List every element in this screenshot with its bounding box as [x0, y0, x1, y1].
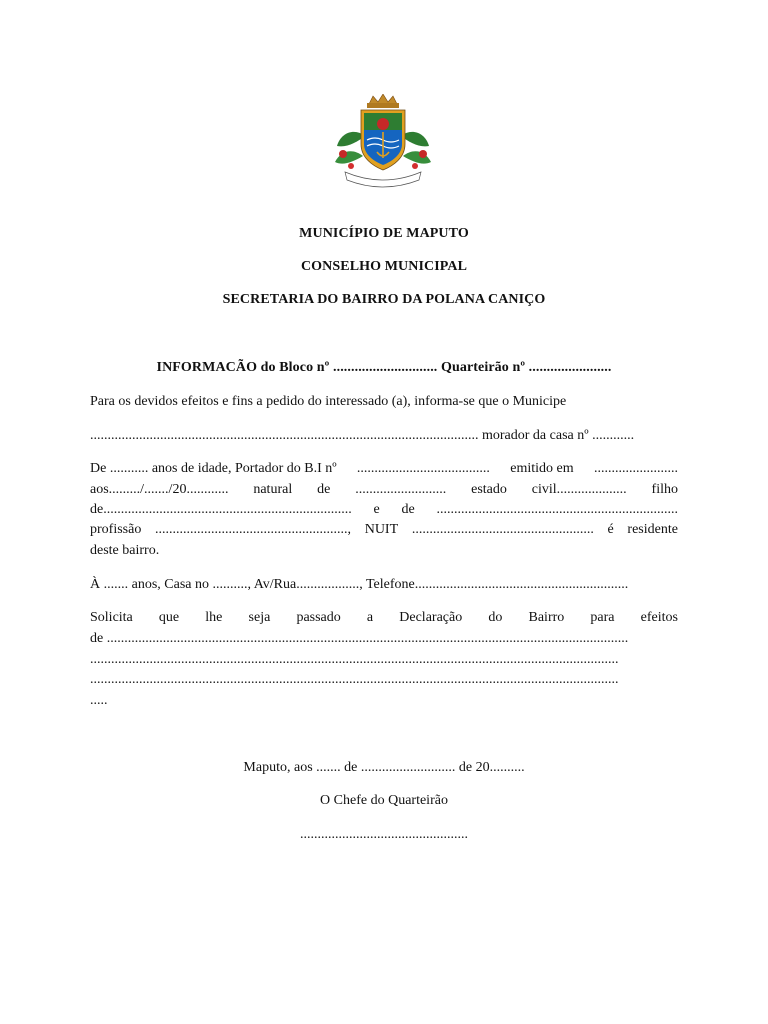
- word: Solicita: [90, 610, 133, 625]
- word: lhe: [205, 610, 223, 625]
- date-line: Maputo, aos ....... de ........................... de 20..........: [243, 760, 525, 775]
- text-segment: de: [317, 482, 331, 497]
- bi-blank: ......................................: [356, 461, 490, 476]
- text-segment: emitido em: [510, 461, 574, 476]
- heading-conselho: CONSELHO MUNICIPAL: [300, 259, 468, 274]
- intro-text: Para os devidos efeitos e fins a pedido do interessado (a), informa-se que o Municipe: [90, 394, 567, 409]
- purpose-blank-4: .....: [90, 693, 108, 708]
- row-aos: [90, 481, 678, 498]
- text-segment: de.......................................................................: [90, 502, 352, 517]
- maputo-coat-of-arms: [331, 94, 435, 190]
- row-de: [90, 460, 678, 477]
- row-filho: [90, 501, 678, 518]
- text-segment: NUIT: [364, 522, 399, 537]
- text-segment: .....................................................................: [436, 502, 678, 517]
- text-segment: ....................................................: [411, 522, 594, 537]
- word: Declaração: [399, 610, 463, 625]
- morador-label: morador da casa nº ............: [482, 428, 635, 443]
- text-segment: estado: [471, 482, 507, 497]
- text-segment: natural: [253, 482, 293, 497]
- bairro-text: deste bairro.: [90, 543, 160, 558]
- word: efeitos: [640, 610, 678, 625]
- text-segment: é: [607, 522, 614, 537]
- heading-municipio: MUNICÍPIO DE MAPUTO: [299, 226, 469, 241]
- purpose-blank: de .....................................................................................................................................................: [90, 631, 629, 646]
- purpose-blank-2: .......................................................................................................................................................: [90, 652, 619, 667]
- date-blank: ........................: [594, 461, 678, 476]
- form-title: INFORMACÃO do Bloco nº ............................. Quarteirão nº .......................: [156, 360, 612, 375]
- text-segment: .......................................................,: [155, 522, 352, 537]
- word: do: [488, 610, 503, 625]
- text-segment: residente: [627, 522, 678, 537]
- word: para: [590, 610, 615, 625]
- row-profissao: [90, 521, 678, 538]
- text-segment: civil....................: [531, 482, 627, 497]
- name-blank: ...............................................................................................................: [90, 428, 479, 443]
- word: passado: [296, 610, 341, 625]
- text-segment: ..........................: [355, 482, 447, 497]
- text-segment: De ........... anos de idade, Portador do B.I nº: [90, 461, 337, 476]
- text-segment: aos........./......./20............: [90, 482, 229, 497]
- text-segment: e: [373, 502, 380, 517]
- word: Bairro: [528, 610, 565, 625]
- purpose-blank-3: .......................................................................................................................................................: [90, 672, 619, 687]
- morador-line: [90, 427, 678, 444]
- residence-line: À ....... anos, Casa no .........., Av/Rua.................., Telefone.............................................................: [90, 577, 629, 592]
- chefe-title: O Chefe do Quarteirão: [320, 793, 448, 808]
- heading-secretaria: SECRETARIA DO BAIRRO DA POLANA CANIÇO: [222, 292, 546, 307]
- row-solicita: [90, 609, 678, 626]
- signature-line: ................................................: [300, 827, 468, 842]
- word: que: [158, 610, 180, 625]
- text-segment: de: [401, 502, 415, 517]
- text-segment: profissão: [90, 522, 142, 537]
- word: seja: [248, 610, 271, 625]
- text-segment: filho: [651, 482, 678, 497]
- word: a: [366, 610, 374, 625]
